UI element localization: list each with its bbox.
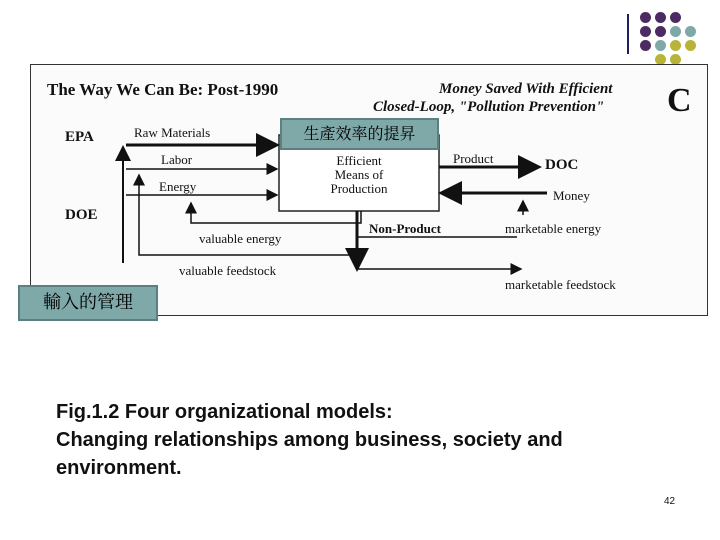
label-non-product: Non-Product [369, 221, 441, 236]
dot [655, 26, 666, 37]
flow-diagram [30, 64, 708, 316]
center-line-3: Production [330, 181, 388, 196]
dot [640, 40, 651, 51]
node-doe: DOE [65, 207, 98, 223]
dot [685, 40, 696, 51]
diagram-title: The Way We Can Be: Post-1990 [47, 80, 279, 99]
label-marketable-energy: marketable energy [505, 221, 602, 236]
node-doc: DOC [545, 157, 579, 173]
caption-line-2: Changing relationships among business, society and [56, 429, 563, 451]
label-raw-materials: Raw Materials [134, 125, 211, 140]
caption-line-1: Fig.1.2 Four organizational models: [56, 401, 393, 423]
label-energy: Energy [159, 179, 197, 194]
flow-diagram-svg [31, 65, 707, 315]
center-line-2: Means of [334, 167, 384, 182]
label-valuable-energy: valuable energy [199, 231, 282, 246]
dot [655, 40, 666, 51]
dot [670, 12, 681, 23]
overlay-label-production-efficiency: 生產效率的提昇 [280, 118, 439, 150]
dot [640, 12, 651, 23]
dot [685, 26, 696, 37]
overlay-label-input-management: 輸入的管理 [18, 285, 158, 321]
diagram-subtitle-2: Closed-Loop, "Pollution Prevention" [373, 99, 605, 115]
label-labor: Labor [161, 152, 193, 167]
label-money: Money [553, 188, 590, 203]
decorative-divider [627, 14, 629, 54]
page-number: 42 [664, 496, 676, 507]
center-line-1: Efficient [336, 153, 382, 168]
figure-caption [56, 398, 676, 482]
dot [655, 12, 666, 23]
label-valuable-feedstock: valuable feedstock [179, 263, 277, 278]
dot [670, 40, 681, 51]
diagram-subtitle-1: Money Saved With Efficient [439, 81, 613, 97]
label-product: Product [453, 151, 494, 166]
dot [640, 26, 651, 37]
dot [670, 26, 681, 37]
node-epa: EPA [65, 129, 94, 145]
panel-letter: C [667, 82, 692, 119]
caption-line-3: environment. [56, 457, 182, 479]
label-marketable-feedstock: marketable feedstock [505, 277, 616, 292]
